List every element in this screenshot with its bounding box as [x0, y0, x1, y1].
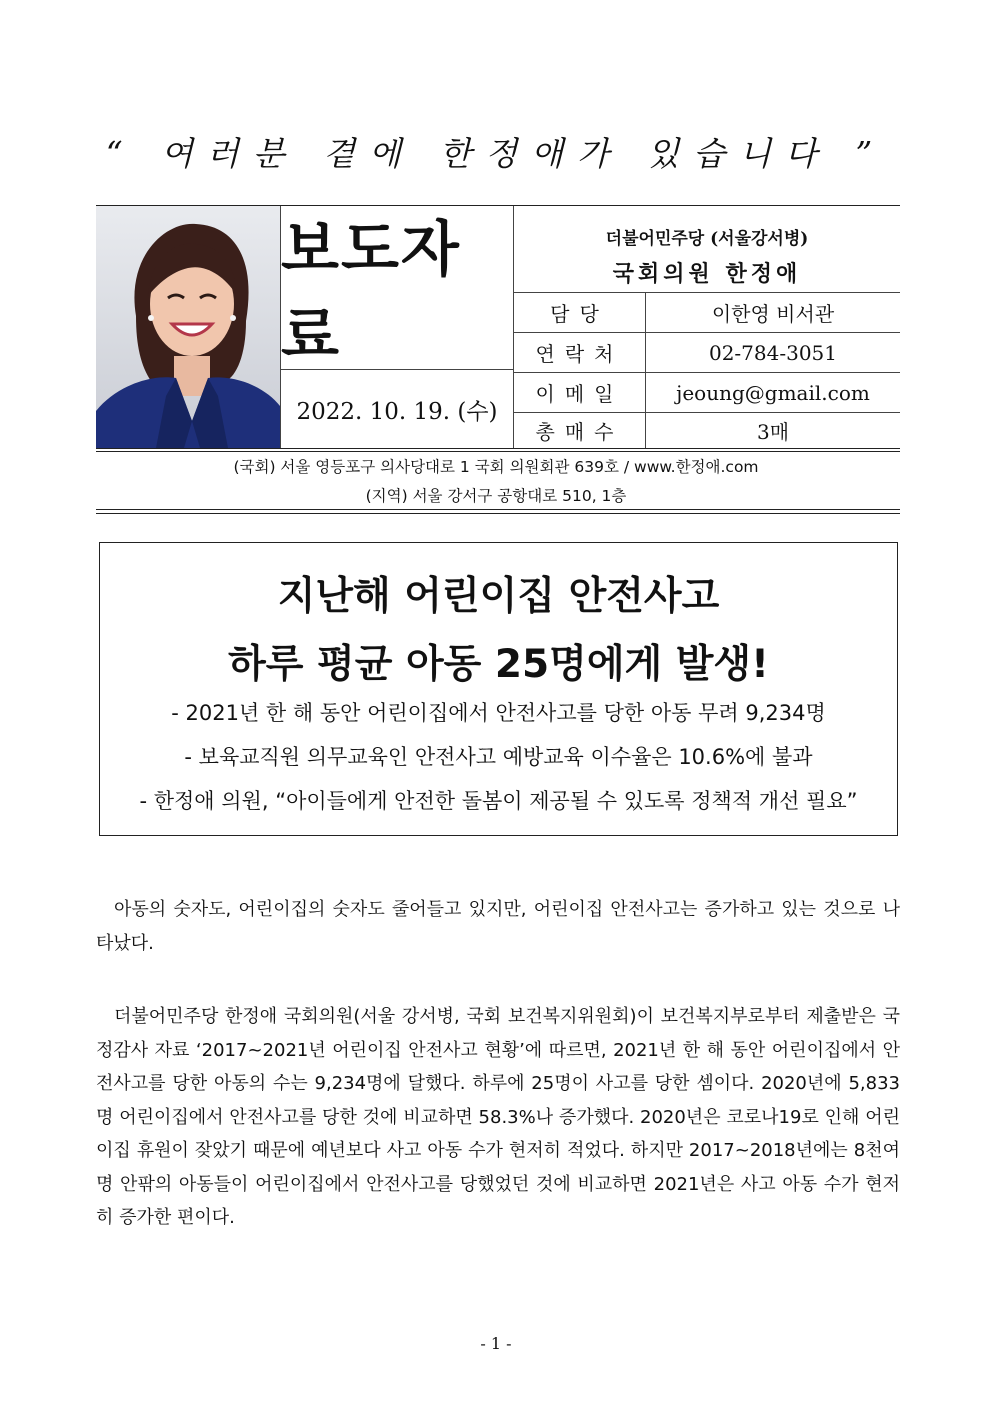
- lawmaker-portrait: [96, 206, 281, 448]
- headline-line-1: 지난해 어린이집 안전사고: [277, 574, 720, 619]
- info-value: 3매: [756, 419, 790, 444]
- subheadline: - 한정애 의원, “아이들에게 안전한 돌봄이 제공될 수 있도록 정책적 개선 필요”: [139, 789, 858, 813]
- body-paragraph-1: 아동의 숫자도, 어린이집의 숫자도 줄어들고 있지만, 어린이집 안전사고는 증가하고 있는 것으로 나타났다.: [96, 899, 900, 954]
- press-release-title: 보도자료: [281, 206, 514, 370]
- info-row-email: [514, 373, 900, 413]
- divider: [96, 513, 900, 514]
- divider: [96, 451, 900, 452]
- portrait-illustration: [96, 206, 280, 448]
- release-date: 2022. 10. 19. (수): [281, 370, 514, 448]
- info-label: 이메일: [514, 373, 646, 412]
- info-row-contact-person: [514, 293, 900, 333]
- info-row-page-count: [514, 412, 900, 448]
- local-address: (지역) 서울 강서구 공항대로 510, 1층: [365, 487, 627, 505]
- info-label: 연락처: [514, 333, 646, 372]
- info-value: 이한영 비서관: [711, 302, 835, 326]
- party-info: [514, 206, 900, 293]
- subheadline: - 보육교직원 의무교육인 안전사고 예방교육 이수율은 10.6%에 불과: [184, 745, 813, 769]
- info-value: 02-784-3051: [708, 340, 838, 365]
- info-value: jeoung@gmail.com: [676, 380, 870, 405]
- info-label: 담당: [514, 293, 646, 332]
- assembly-address: (국회) 서울 영등포구 의사당대로 1 국회 의원회관 639호 / www.한정애.com: [233, 458, 759, 476]
- divider: [96, 509, 900, 510]
- press-header-table: [96, 205, 900, 449]
- info-label: 총매수: [514, 412, 646, 448]
- subheadline: - 2021년 한 해 동안 어린이집에서 안전사고를 당한 아동 무려 9,234명: [171, 701, 826, 725]
- info-row-phone: [514, 333, 900, 373]
- page-number: - 1 -: [480, 1334, 512, 1353]
- body-paragraph-2: 더불어민주당 한정애 국회의원(서울 강서병, 국회 보건복지위원회)이 보건복지부로부터 제출받은 국정감사 자료 ‘2017~2021년 어린이집 안전사고 현황’에 따르면, 2021년 한 해 동안 어린이집에서 안전사고를 당한 아동의 수는 9,234명에 달했다. 하루에 25명이 사고를 당한 셈이다. 2020년에 5,833명 어린이집에서 안전사고를 당한 것에 비교하면 58.3%나 증가했다. 2020년은 코로나19로 인해 어린이집 휴원이 잦았기 때문에 예년보다 사고 아동 수가 현저히 적었다. 하지만 2017~2018년에는 8천여 명 안팎의 아동들이 어린이집에서 안전사고를 당했었던 것에 비교하면 2021년은 사고 아동 수가 현저히 증가한 편이다.: [96, 1006, 900, 1228]
- slogan: “ 여러분 곁에 한정애가 있습니다 ”: [105, 134, 887, 173]
- headline-box: [99, 542, 898, 836]
- party-name: 더불어민주당 (서울강서병): [605, 229, 809, 249]
- member-name: 국회의원 한정애: [612, 261, 802, 287]
- headline-line-2: 하루 평균 아동 25명에게 발생!: [228, 642, 769, 687]
